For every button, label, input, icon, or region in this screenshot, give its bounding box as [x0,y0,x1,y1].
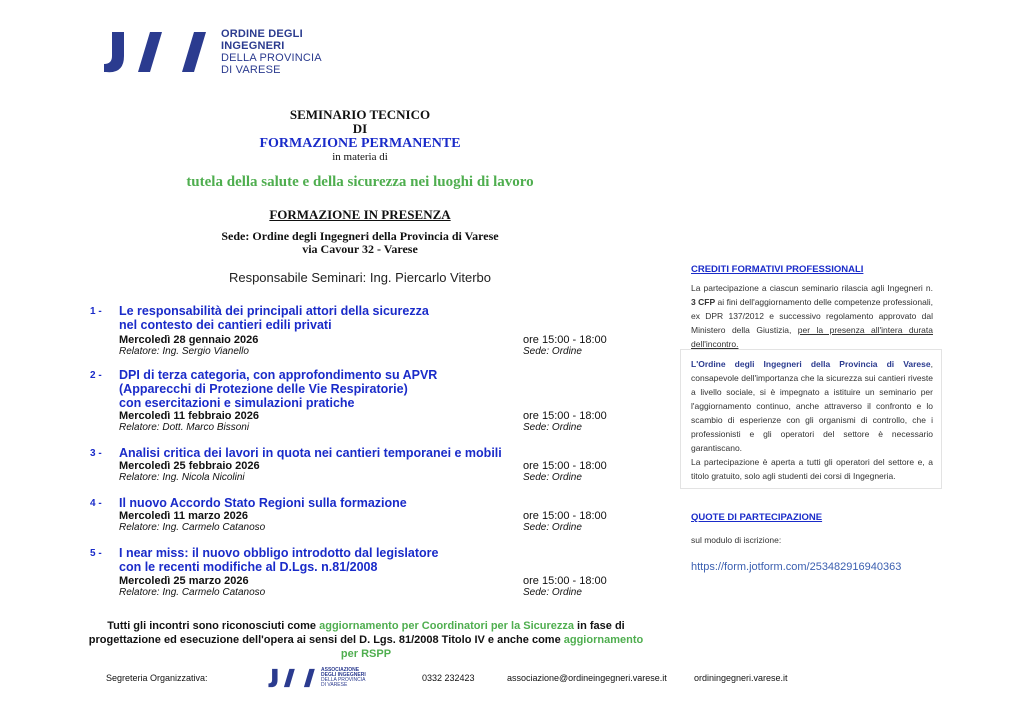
session-2 [90,370,620,434]
session-speaker: Relatore: Ing. Nicola Nicolini [119,472,245,483]
credits-cfp: 3 CFP [691,297,716,307]
session-3 [90,448,620,488]
session-number: 2 - [90,370,102,381]
session-speaker: Relatore: Ing. Carmelo Catanoso [119,522,266,533]
logo-line-4: DI VARESE [221,64,281,76]
session-time: ore 15:00 - 18:00 [523,410,607,422]
session-date: Mercoledì 25 febbraio 2026 [119,460,260,472]
session-title-line: Il nuovo Accordo Stato Regioni sulla formazione [119,496,407,510]
session-number: 5 - [90,548,102,559]
venue [0,230,720,256]
session-1 [90,306,620,358]
session-title-line: I near miss: il nuovo obbligo introdotto dal legislatore [119,546,439,560]
venue-line-2: via Cavour 32 - Varese [302,242,418,256]
session-date: Mercoledì 11 febbraio 2026 [119,410,260,422]
session-speaker: Relatore: Dott. Marco Bissoni [119,422,250,433]
footer-label: Segreteria Organizzativa: [106,673,208,683]
session-venue: Sede: Ordine [523,422,582,433]
session-title [119,304,539,332]
recognition-note [86,619,646,661]
session-time: ore 15:00 - 18:00 [523,575,607,587]
logo-line-3: DELLA PROVINCIA [221,52,322,64]
footer-phone: 0332 232423 [422,673,475,683]
session-title [119,496,539,510]
note-highlight-coordinators: aggiornamento per Coordinatori per la Sicurezza [319,620,574,632]
footer-email[interactable]: associazione@ordineingegneri.varese.it [507,673,667,683]
seminar-subject: tutela della salute e della sicurezza nei luoghi di lavoro [186,174,534,190]
session-time: ore 15:00 - 18:00 [523,510,607,522]
credits-heading: CREDITI FORMATIVI PROFESSIONALI [691,264,864,275]
assoc-line-2: DEGLI INGEGNERI [321,672,366,678]
session-number: 1 - [90,306,102,317]
session-venue: Sede: Ordine [523,472,582,483]
session-speaker: Relatore: Ing. Carmelo Catanoso [119,587,266,598]
note-text: in fase di progettazione ed esecuzione dell'opera ai sensi del D. Lgs. 81/2008 Titolo IV e anche come [88,620,625,646]
about-participation: La partecipazione è aperta a tutti gli operatori del settore e, a titolo gratuito, solo agli studenti dei corsi di Ingegneria. [691,457,933,481]
footer-website[interactable]: ordiningegneri.varese.it [694,673,788,683]
responsible: Responsabile Seminari: Ing. Piercarlo Viterbo [228,270,492,285]
note-text: Tutti gli incontri sono riconosciuti come [107,620,320,632]
session-title-line: Le responsabilità dei principali attori della sicurezza [119,304,429,318]
note-highlight-rspp: aggiornamento per RSPP [340,634,644,660]
seminar-title-line-4: in materia di [332,151,388,163]
association-logo-mark [268,668,318,688]
session-title-line: DPI di terza categoria, con approfondimento su APVR [119,368,438,382]
session-speaker: Relatore: Ing. Sergio Vianello [119,346,249,357]
session-title-line: con esercitazioni e simulazioni pratiche [119,396,355,410]
venue-line-1: Sede: Ordine degli Ingegneri della Provincia di Varese [221,229,499,243]
session-title-line: Analisi critica dei lavori in quota nei cantieri temporanei e mobili [119,446,502,460]
session-venue: Sede: Ordine [523,587,582,598]
seminar-title-line-1: SEMINARIO TECNICO [289,107,431,122]
session-number: 3 - [90,448,102,459]
session-title-line: con le recenti modifiche al D.Lgs. n.81/2008 [119,560,378,574]
session-5 [90,548,620,600]
session-title-line: nel contesto dei cantieri edili privati [119,318,332,332]
ordine-logo-mark [104,30,212,74]
session-4 [90,498,620,538]
session-venue: Sede: Ordine [523,346,582,357]
fees-heading: QUOTE DI PARTECIPAZIONE [691,512,823,523]
credits-text [691,281,933,351]
session-date: Mercoledì 11 marzo 2026 [119,510,249,522]
ordine-logo-text [221,28,322,76]
logo-line-1: ORDINE DEGLI [221,28,303,40]
about-text [691,357,933,483]
about-text-part: , consapevole dell'importanza che la sicurezza sui cantieri riveste a livello sociale, si è impegnato a istituire un seminario per l'aggiornamento continuo, anche attraverso il confronto e lo scambio di esperienze con gli organismi di controllo, che i professionisti e gli operatori del settore è necessario garantiscano. [691,359,933,453]
seminar-title-line-3: FORMAZIONE PERMANENTE [259,136,461,151]
assoc-line-4: DI VARESE [321,682,348,688]
session-time: ore 15:00 - 18:00 [523,460,607,472]
session-date: Mercoledì 25 marzo 2026 [119,575,249,587]
session-time: ore 15:00 - 18:00 [523,334,607,346]
session-venue: Sede: Ordine [523,522,582,533]
credits-text-part: La partecipazione a ciascun seminario rilascia agli Ingegneri n. [691,283,933,293]
assoc-line-1: ASSOCIAZIONE [321,667,360,673]
credits-text-part: ai fini dell'aggiornamento delle competenze professionali, ex DPR 137/2012 e successivo regolamento approvato dal Ministero della Giustizia, [691,297,933,335]
session-title-line: (Apparecchi di Protezione delle Vie Respiratorie) [119,382,408,396]
session-title [119,446,559,460]
session-title [119,546,539,574]
training-mode: FORMAZIONE IN PRESENZA [269,207,451,222]
logo-line-2: INGEGNERI [221,40,285,52]
fees-text: sul modulo di iscrizione: [691,535,782,545]
session-number: 4 - [90,498,102,509]
credits-attendance-note: per la presenza all'intera durata dell'incontro. [691,325,933,349]
assoc-line-3: DELLA PROVINCIA [321,677,366,683]
about-org-name: L'Ordine degli Ingegneri della Provincia di Varese [691,359,931,369]
registration-link[interactable]: https://form.jotform.com/253482916940363 [691,561,902,573]
seminar-title-line-2: DI [352,121,368,136]
association-logo-text [321,668,366,688]
session-date: Mercoledì 28 gennaio 2026 [119,334,259,346]
session-title [119,368,539,410]
